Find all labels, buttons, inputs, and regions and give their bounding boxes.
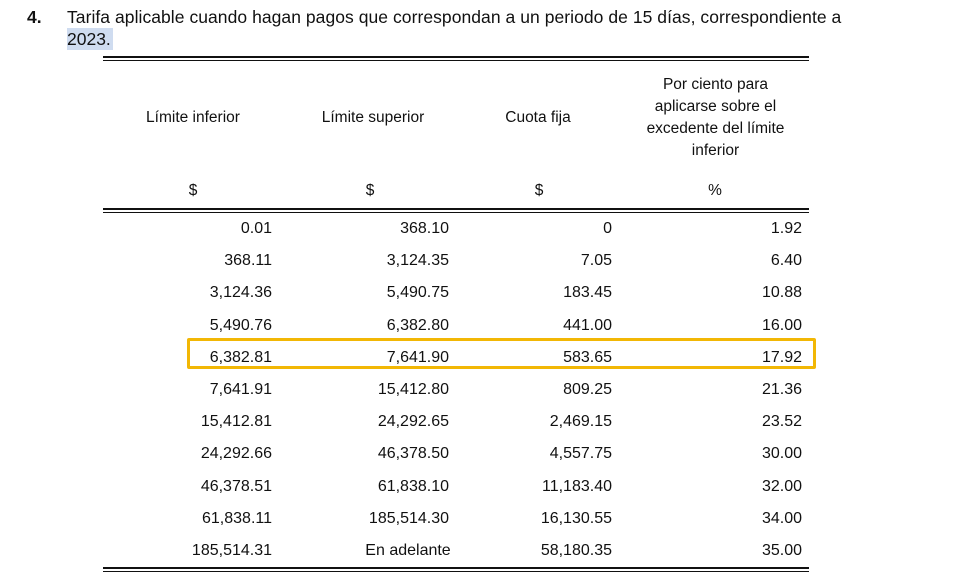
cell-limite-inferior: 185,514.31 xyxy=(191,541,272,559)
table-body xyxy=(103,213,809,567)
table-row xyxy=(103,438,809,470)
section-number: 4. xyxy=(27,7,42,27)
cell-limite-inferior: 6,382.81 xyxy=(209,348,272,366)
cell-por-ciento: 34.00 xyxy=(761,509,802,527)
header-por-ciento xyxy=(623,74,808,162)
cell-limite-inferior: 3,124.36 xyxy=(209,284,272,302)
unit-col-1: $ xyxy=(188,182,198,199)
cell-cuota-fija: 7.05 xyxy=(580,252,612,270)
cell-por-ciento: 32.00 xyxy=(761,477,802,495)
cell-por-ciento: 23.52 xyxy=(761,413,802,431)
cell-cuota-fija: 583.65 xyxy=(563,348,612,366)
cell-por-ciento: 30.00 xyxy=(761,445,802,463)
cell-por-ciento: 21.36 xyxy=(761,380,802,398)
cell-limite-superior: 3,124.35 xyxy=(386,252,449,270)
unit-col-4: % xyxy=(708,182,722,199)
header-cuota-fija: Cuota fija xyxy=(505,109,571,126)
header-por-ciento-line-3: excedente del límite xyxy=(646,120,785,137)
cell-limite-inferior: 15,412.81 xyxy=(200,413,272,431)
header-limite-inferior: Límite inferior xyxy=(146,109,240,126)
header-por-ciento-line-2: aplicarse sobre el xyxy=(654,98,777,115)
header-por-ciento-line-4: inferior xyxy=(691,142,740,159)
highlighted-row-box xyxy=(187,338,816,369)
cell-limite-superior: En adelante xyxy=(365,541,451,559)
cell-limite-inferior: 7,641.91 xyxy=(209,380,272,398)
tariff-table xyxy=(103,56,809,572)
cell-cuota-fija: 441.00 xyxy=(563,316,612,334)
cell-limite-superior: 6,382.80 xyxy=(386,316,449,334)
table-row xyxy=(103,471,809,503)
table-row xyxy=(103,374,809,406)
cell-por-ciento: 17.92 xyxy=(761,348,802,366)
cell-cuota-fija: 809.25 xyxy=(563,380,612,398)
cell-limite-superior: 61,838.10 xyxy=(377,477,449,495)
section-title xyxy=(67,6,927,50)
table-row xyxy=(103,277,809,309)
cell-limite-superior: 24,292.65 xyxy=(377,413,449,431)
cell-limite-superior: 5,490.75 xyxy=(386,284,449,302)
table-row xyxy=(103,503,809,535)
table-bottom-rule xyxy=(103,567,809,572)
cell-limite-superior: 368.10 xyxy=(400,220,449,237)
table-row xyxy=(103,535,809,567)
cell-por-ciento: 10.88 xyxy=(761,284,802,302)
cell-por-ciento: 1.92 xyxy=(770,220,802,237)
cell-cuota-fija: 16,130.55 xyxy=(540,509,612,527)
cell-limite-inferior: 61,838.11 xyxy=(202,509,272,527)
cell-por-ciento: 35.00 xyxy=(761,541,802,559)
cell-limite-inferior: 24,292.66 xyxy=(200,445,272,463)
cell-limite-superior: 15,412.80 xyxy=(377,380,449,398)
table-row xyxy=(103,213,809,245)
cell-cuota-fija: 0 xyxy=(603,220,612,237)
cell-limite-inferior: 5,490.76 xyxy=(209,316,272,334)
header-por-ciento-line-1: Por ciento para xyxy=(662,76,769,93)
table-row xyxy=(103,310,809,342)
cell-limite-superior: 46,378.50 xyxy=(377,445,449,463)
cell-limite-inferior: 46,378.51 xyxy=(200,477,272,495)
section-title-line-1: Tarifa aplicable cuando hagan pagos que correspondan a un periodo de 15 días, correspondiente a xyxy=(67,7,842,27)
cell-cuota-fija: 58,180.35 xyxy=(540,541,612,559)
cell-limite-inferior: 368.11 xyxy=(224,252,272,270)
table-row xyxy=(103,406,809,438)
table-header xyxy=(103,61,809,208)
cell-por-ciento: 6.40 xyxy=(770,252,802,270)
cell-cuota-fija: 11,183.40 xyxy=(542,477,612,495)
cell-cuota-fija: 4,557.75 xyxy=(549,445,612,463)
table-row xyxy=(103,245,809,277)
cell-limite-superior: 185,514.30 xyxy=(368,509,449,527)
unit-col-2: $ xyxy=(365,182,375,199)
unit-col-3: $ xyxy=(534,182,544,199)
cell-por-ciento: 16.00 xyxy=(761,316,802,334)
cell-cuota-fija: 183.45 xyxy=(563,284,612,302)
section-title-line-2-selected[interactable]: 2023. xyxy=(67,29,111,49)
cell-limite-inferior: 0.01 xyxy=(240,220,272,237)
cell-limite-superior: 7,641.90 xyxy=(386,348,449,366)
header-limite-superior: Límite superior xyxy=(321,109,425,126)
cell-cuota-fija: 2,469.15 xyxy=(549,413,612,431)
